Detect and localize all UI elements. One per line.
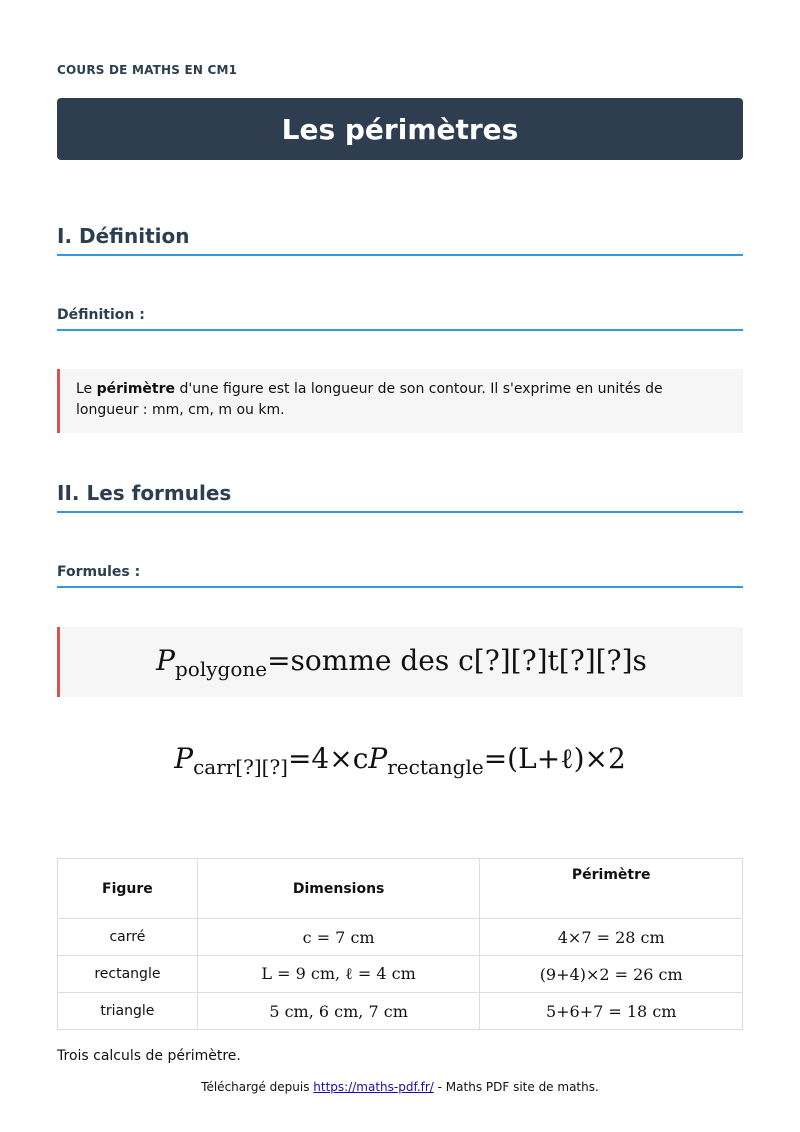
perimeter-table (57, 858, 743, 1030)
formula-square-sub: carr[?][?] (193, 754, 288, 779)
table-header-dimensions: Dimensions (197, 859, 480, 919)
title-banner (57, 98, 743, 160)
formula-polygon-var: P (156, 643, 175, 677)
formula-rectangle-rhs: =(L+ℓ)×2 (483, 741, 626, 775)
subtitle-formulas: Formules : (57, 564, 743, 588)
formula-square-rectangle (174, 742, 626, 779)
formula-rectangle-sub: rectangle (387, 754, 484, 779)
definition-term: périmètre (96, 381, 176, 397)
page-footer (0, 1080, 800, 1094)
table-header-perimeter: Périmètre (480, 859, 743, 919)
table-cell-figure: carré (58, 919, 198, 956)
table-caption: Trois calculs de périmètre. (57, 1048, 241, 1064)
formula-box-polygon (57, 627, 743, 697)
table-row (58, 919, 743, 956)
table-header-row (58, 859, 743, 919)
table-cell-dimensions: c = 7 cm (197, 919, 480, 956)
formula-square-var: P (174, 741, 194, 775)
table-header-figure: Figure (58, 859, 198, 919)
table-cell-figure: triangle (58, 993, 198, 1030)
footer-suffix: - Maths PDF site de maths. (433, 1080, 599, 1094)
formula-polygon (156, 644, 647, 681)
footer-prefix: Téléchargé depuis (201, 1080, 314, 1094)
course-kicker: COURS DE MATHS EN CM1 (57, 63, 238, 77)
table-cell-perimeter: 4×7 = 28 cm (480, 919, 743, 956)
definition-box (57, 369, 743, 433)
table-cell-perimeter: (9+4)×2 = 26 cm (480, 956, 743, 993)
footer-link[interactable]: https://maths-pdf.fr/ (313, 1080, 434, 1094)
formula-polygon-rhs: =somme des c[?][?]t[?][?]s (267, 643, 647, 677)
definition-prefix: Le (76, 381, 97, 397)
section-title-definition: I. Définition (57, 224, 743, 256)
formula-polygon-sub: polygone (174, 656, 268, 681)
definition-text: d'une figure est la longueur de son contour. Il s'exprime en unités de longueur : mm, cm, m ou km. (76, 381, 663, 418)
formula-square-rhs: =4×c (287, 741, 369, 775)
table-row (58, 956, 743, 993)
formula-box-square-rectangle (57, 730, 743, 790)
page-title: Les périmètres (281, 112, 519, 146)
table-cell-dimensions: L = 9 cm, ℓ = 4 cm (197, 956, 480, 993)
formula-rectangle-var: P (368, 741, 388, 775)
table-cell-dimensions: 5 cm, 6 cm, 7 cm (197, 993, 480, 1030)
table-cell-perimeter: 5+6+7 = 18 cm (480, 993, 743, 1030)
subtitle-definition: Définition : (57, 307, 743, 331)
section-title-formulas: II. Les formules (57, 481, 743, 513)
table-row (58, 993, 743, 1030)
table-cell-figure: rectangle (58, 956, 198, 993)
